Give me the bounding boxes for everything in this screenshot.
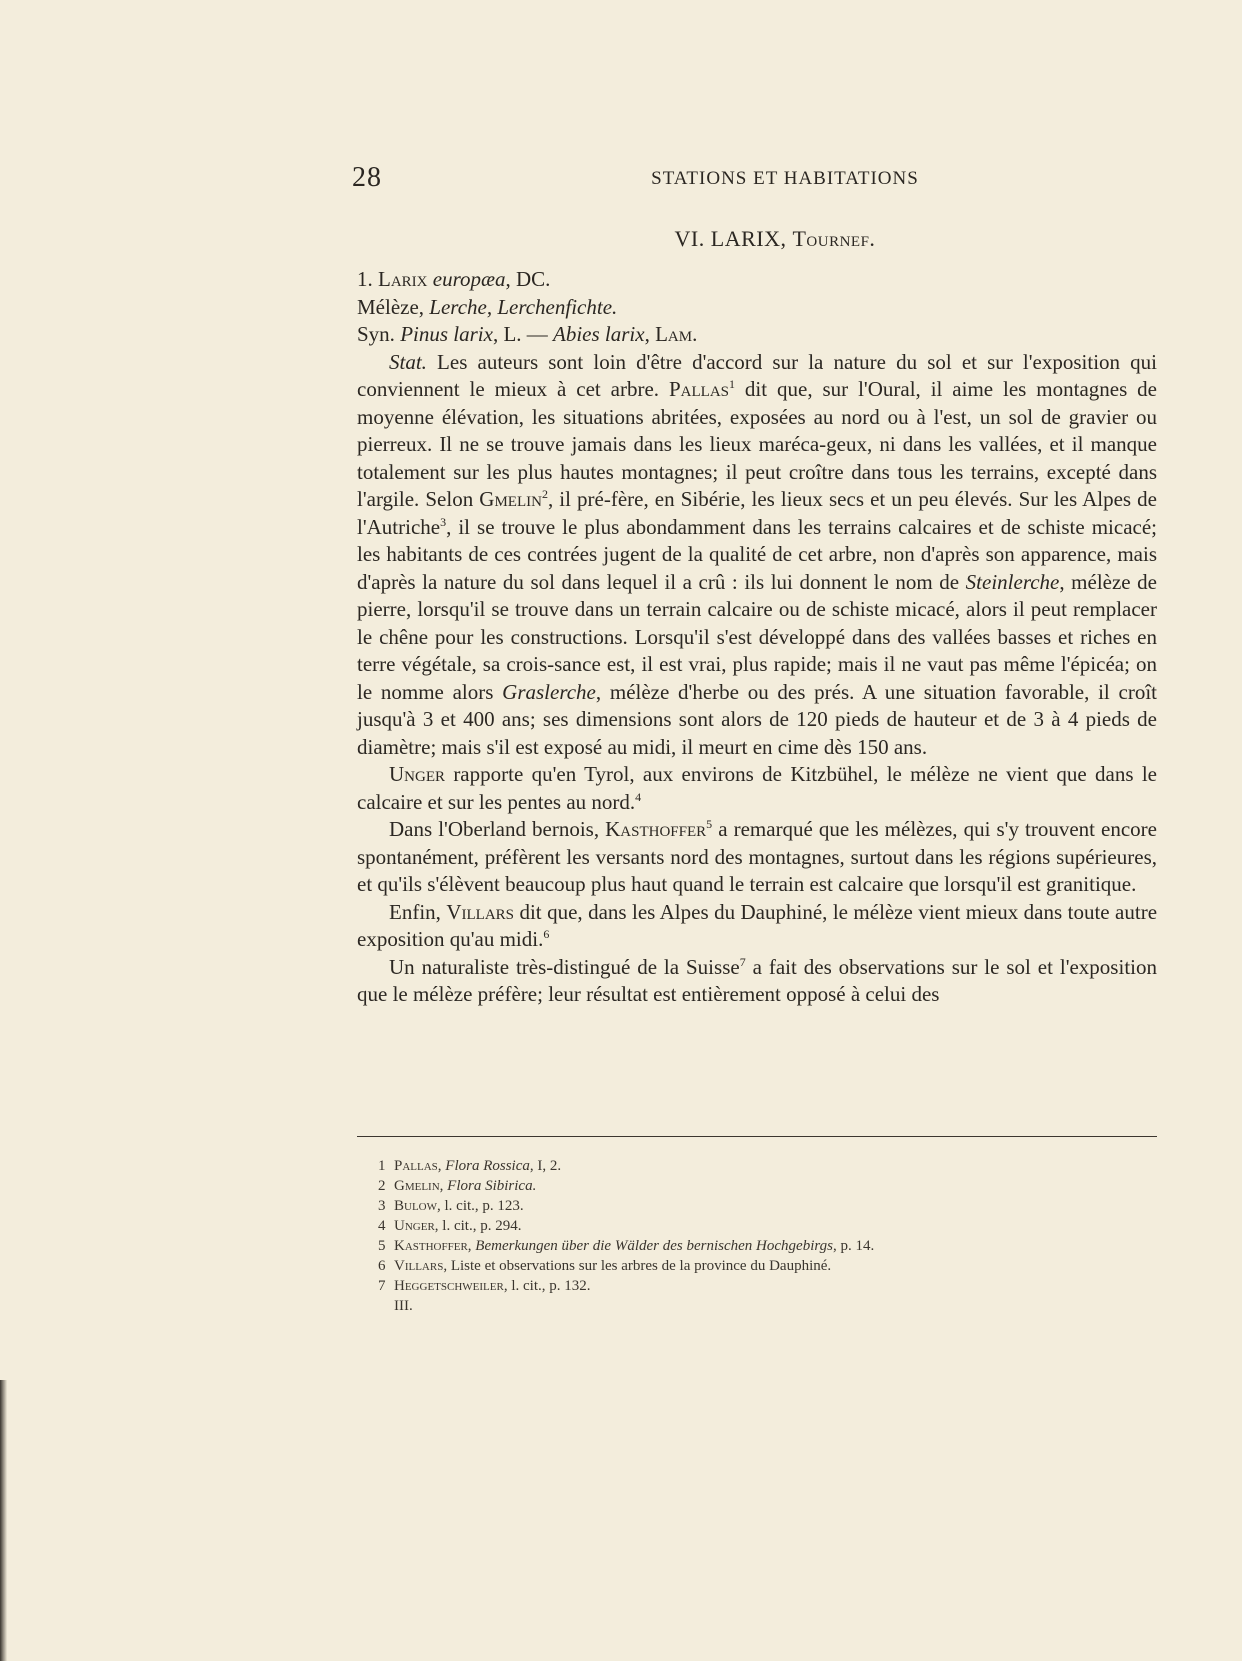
footnote-ref: 2 <box>541 487 548 501</box>
footnote: 6 Villars, Liste et observations sur les arbres de la province du Dauphiné. <box>378 1258 832 1274</box>
footnote-ref: 3 <box>440 514 447 529</box>
footnote: 5 Kasthoffer, Bemerkungen über die Wälder des bernischen Hochgebirgs, p. 14. <box>378 1238 875 1254</box>
common-names-line: Mélèze, Lerche, Lerchenfichte. <box>357 294 618 319</box>
stat-label: Stat. <box>389 349 427 374</box>
signature-mark: III. <box>394 1298 413 1314</box>
body-text <box>357 266 1157 1009</box>
footnote: 3 Bulow, l. cit., p. 123. <box>378 1198 524 1214</box>
footnote: 2 Gmelin, Flora Sibirica. <box>378 1178 537 1194</box>
footnote: 1 Pallas, Flora Rossica, I, 2. <box>378 1158 562 1174</box>
paragraph-kasthoffer: Dans l'Oberland bernois, Kasthoffer$^5$ a remarqué que les mélèzes, qui s'y trouvent encore spontanément, préfèrent les versants nord des montagnes, surtout dans les régions supérieures, et qu'ils s'élèvent beaucoup plus haut quand le terrain est calcaire que lorsqu'il est granitique. <box>357 817 1157 896</box>
paragraph-villars: Enfin, Villars dit que, dans les Alpes du Dauphiné, le mélèze vient mieux dans toute autre exposition qu'au midi.$^6$ <box>357 899 1158 951</box>
page-header <box>352 162 1158 194</box>
running-head: STATIONS ET HABITATIONS <box>651 168 919 189</box>
footnote: 4 Unger, l. cit., p. 294. <box>378 1218 522 1234</box>
species-line: 1. Larix europæa, DC. <box>357 267 551 291</box>
paragraph-naturaliste: Un naturaliste très-distingué de la Suisse$^7$ a fait des observations sur le sol et l'exposition que le mélèze préfère; leur résultat est entièrement opposé à celui des <box>357 954 1157 1006</box>
footnote-ref: 7 <box>739 954 746 969</box>
page-number: 28 <box>352 162 382 193</box>
paragraph-unger: Unger rapporte qu'en Tyrol, aux environs de Kitzbühel, le mélèze ne vient que dans le calcaire et sur les pentes au nord.$^4$ <box>357 762 1157 814</box>
footnotes <box>378 1156 1138 1316</box>
synonyms-line: Syn. Pinus larix, L. — Abies larix, Lam. <box>357 322 698 346</box>
footnote-ref: 1 <box>729 377 735 391</box>
footnote-rule <box>357 1136 1157 1137</box>
footnote-ref: 5 <box>706 817 713 831</box>
book-spine-shadow <box>0 1380 7 1661</box>
footnote-ref: 4 <box>635 789 642 804</box>
section-title <box>352 226 1158 252</box>
footnote: 7 Heggetschweiler, l. cit., p. 132. <box>378 1278 591 1294</box>
section-title-main: VI. LARIX, <box>674 226 793 251</box>
footnote-ref: 6 <box>543 927 550 941</box>
species-epithet: europæa <box>432 267 506 291</box>
section-title-author: Tournef. <box>792 226 876 251</box>
genus: Larix <box>378 267 428 291</box>
paragraph-stat: Stat. Les auteurs sont loin d'être d'accord sur la nature du sol et sur l'exposition qui conviennent le mieux à cet arbre. Pallas$^1$ dit que, sur l'Oural, il aime les montagnes de moyenne élévation, les situations abritées, exposées au nord ou à l'est, un sol de gravier ou pierreux. Il ne se trouve jamais dans les lieux maréca-geux, ni dans les vallées, et il manque totalement sur les plus hautes montagnes; il peut croître dans tous les terrains, excepté dans l'argile. Selon Gmelin$^2$, il pré-fère, en Sibérie, les lieux secs et un peu élevés. Sur les Alpes de l'Autriche$^3$, il se trouve le plus abondamment dans les terrains calcaires et de schiste micacé; les habitants de ces contrées jugent de la qualité de cet arbre, non d'après son apparence, mais d'après la nature du sol dans lequel il a crû : ils lui donnent le nom de Steinlerche, mélèze de pierre, lorsqu'il se trouve dans un terrain calcaire ou de schiste micacé, alors il peut remplacer le chêne pour les constructions. Lorsqu'il s'est développé dans des vallées basses et riches en terre végétale, sa crois-sance est, il est vrai, plus rapide; mais il ne vaut pas même l'épicéa; on le nomme alors Graslerche, mélèze d'herbe ou des prés. A une situation favorable, il croît jusqu'à 3 et 400 ans; ses dimensions sont alors de 120 pieds de hauteur et de 3 à 4 pieds de diamètre; mais s'il est exposé au midi, il meurt en cime dès 150 ans. <box>357 349 1158 759</box>
